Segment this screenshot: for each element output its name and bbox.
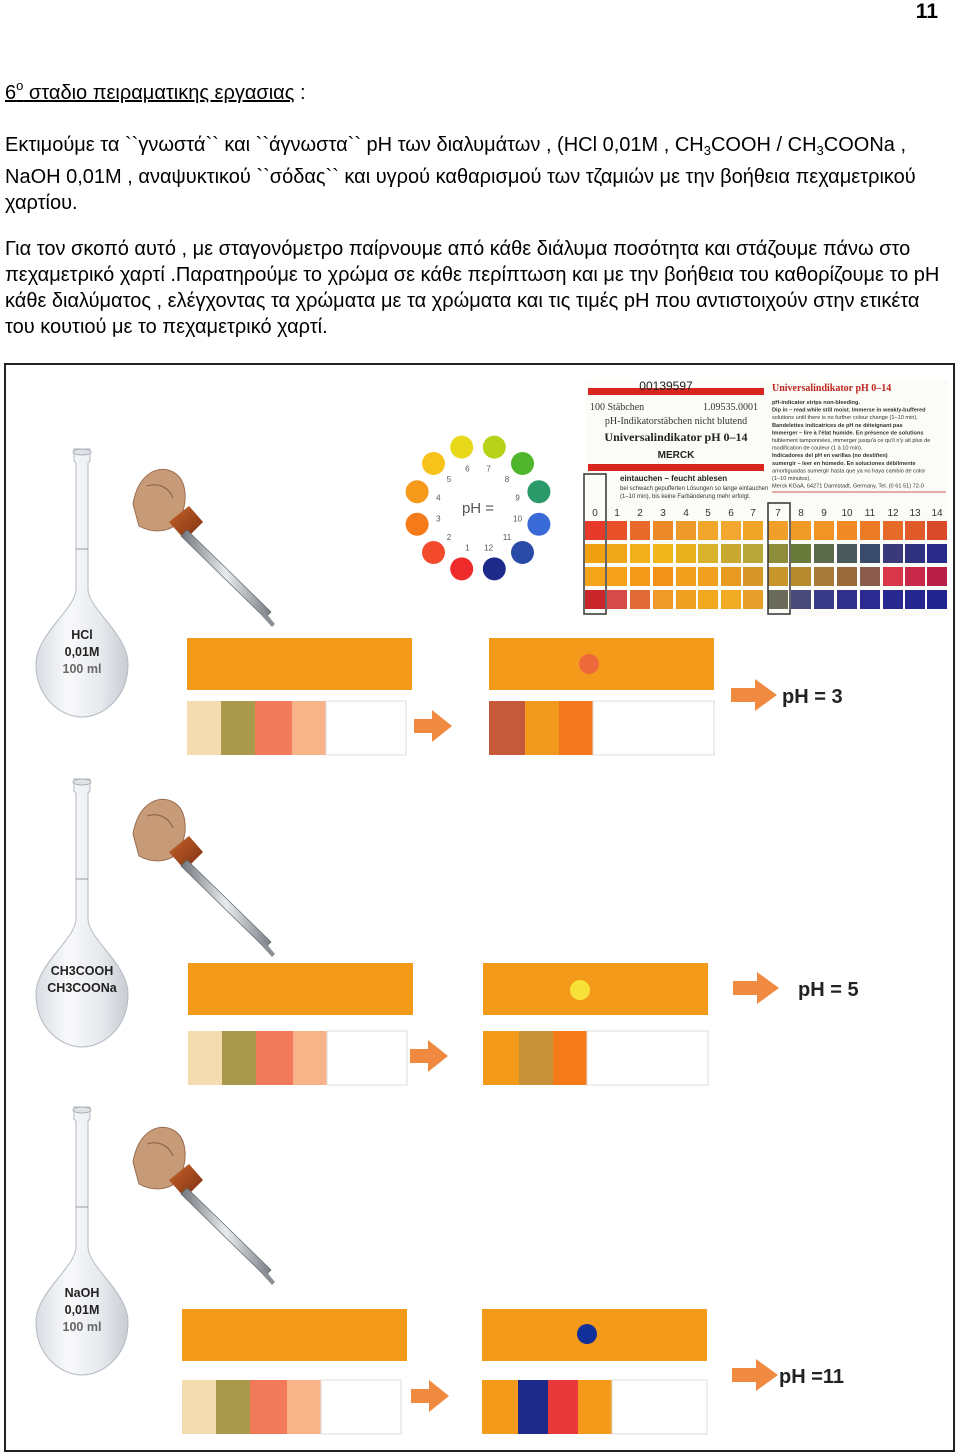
chart-swatch <box>585 590 605 609</box>
wheel-dot <box>511 452 534 475</box>
chart-swatch <box>927 521 947 540</box>
result-pad <box>489 701 525 755</box>
section-heading: $6^o$ σταδιο πειραματικης εργασιας : <box>5 78 306 104</box>
indicator-paper-before <box>188 963 413 1015</box>
experiment-row <box>36 1107 844 1434</box>
wheel-number: 8 <box>504 475 510 484</box>
process-arrow <box>411 1380 449 1412</box>
result-pad <box>525 701 559 755</box>
label-instruction-line1: bei schwach gepufferten Lösungen so lange eintauchen <box>620 486 769 492</box>
wheel-number: 11 <box>502 533 512 542</box>
label-right-line: (1–10 minutos). <box>772 476 811 482</box>
ph-result: pH = 3 <box>782 686 843 708</box>
indicator-pad <box>187 701 221 755</box>
ph-result: pH = 5 <box>798 979 859 1001</box>
wheel-number: 9 <box>515 493 520 503</box>
wheel-dot <box>422 452 445 475</box>
chart-swatch <box>860 521 880 540</box>
wheel-number: 10 <box>513 514 523 524</box>
scale-number: 7 <box>750 508 756 519</box>
chart-swatch <box>905 567 925 586</box>
label-code: 1.09535.0001 <box>703 402 758 413</box>
flask-glass <box>36 779 128 1047</box>
chart-swatch <box>721 521 741 540</box>
chart-swatch <box>743 590 763 609</box>
ph-color-wheel <box>406 436 551 581</box>
scale-number: 1 <box>614 508 620 519</box>
chart-swatch <box>698 590 718 609</box>
chart-swatch <box>814 521 834 540</box>
hand-with-dropper <box>133 799 275 957</box>
chart-swatch <box>768 590 788 609</box>
label-brand: MERCK <box>657 450 695 461</box>
wheel-dot <box>527 480 550 503</box>
chart-swatch <box>585 544 605 563</box>
result-pad <box>612 1380 707 1434</box>
chart-swatch <box>837 544 857 563</box>
chart-swatch <box>860 590 880 609</box>
flask-label: 100 ml <box>62 1320 102 1334</box>
flask-glass <box>36 449 128 717</box>
chart-swatch <box>791 544 811 563</box>
indicator-pad <box>188 1031 222 1085</box>
chart-swatch <box>607 544 627 563</box>
scale-number: 13 <box>909 508 921 519</box>
chart-swatch <box>883 521 903 540</box>
scale-number: 14 <box>931 508 943 519</box>
chart-swatch <box>814 567 834 586</box>
intro-paragraph: Εκτιμούμε τα ``γνωστά`` και ``άγνωστα`` pH των διαλυμάτων , (HCl 0,01M , $CH_3COOH$ / $CH_3COONa$ , NaOH 0,01M , αναψυκτικού ``σόδας`` και υγρού καθαρισμού των τζαμιών με την βοήθεια πεχαμετρικού χαρτίου. <box>5 134 916 214</box>
result-pad <box>553 1031 587 1085</box>
label-right-line: solutions until there is no further colour change (1–10 min). <box>772 415 918 422</box>
indicator-pad <box>293 1031 327 1085</box>
solution-drop <box>570 980 590 1000</box>
chart-swatch <box>607 590 627 609</box>
experiment-row <box>36 779 859 1085</box>
label-title: Universalindikator pH 0–14 <box>604 430 748 444</box>
hand-with-dropper <box>133 1127 275 1285</box>
wheel-number: 7 <box>486 464 491 474</box>
chart-swatch <box>837 521 857 540</box>
chart-swatch <box>883 544 903 563</box>
label-right-line: amortiguadas sumergir hasta que ya no haya cambio de color <box>772 468 926 475</box>
indicator-pad <box>287 1380 321 1434</box>
label-right-line: Indicadores del pH en varillas (no destiñen) <box>772 453 888 460</box>
chart-swatch <box>721 590 741 609</box>
wheel-dot <box>527 513 550 536</box>
chart-swatch <box>837 590 857 609</box>
chart-swatch <box>905 544 925 563</box>
wheel-dot <box>511 541 534 564</box>
indicator-pad <box>182 1380 216 1434</box>
chart-swatch <box>585 521 605 540</box>
label-subtitle: pH-Indikatorstäbchen nicht blutend <box>604 416 748 427</box>
indicator-pad <box>321 1380 401 1434</box>
flask-label: 100 ml <box>62 662 102 676</box>
scale-number: 4 <box>683 508 689 519</box>
dropper-tube <box>181 530 271 618</box>
scale-number: 0 <box>592 508 598 519</box>
flask-stopper <box>73 1107 91 1113</box>
indicator-pad <box>326 701 406 755</box>
flask-label: NaOH <box>64 1286 100 1300</box>
chart-swatch <box>814 544 834 563</box>
chart-swatch <box>743 544 763 563</box>
label-right-line: Bandelettes indicatrices de pH ne déteignant pas <box>772 422 903 429</box>
flask-label: CH3COOH <box>50 964 114 978</box>
chart-swatch <box>698 544 718 563</box>
result-pad <box>483 1031 519 1085</box>
wheel-dot <box>406 480 429 503</box>
chart-swatch <box>743 567 763 586</box>
chart-swatch <box>721 567 741 586</box>
result-arrow <box>731 679 777 711</box>
chart-swatch <box>607 521 627 540</box>
wheel-number: 3 <box>436 514 441 524</box>
chart-swatch <box>814 590 834 609</box>
chart-swatch <box>768 567 788 586</box>
indicator-pad <box>250 1380 287 1434</box>
volumetric-flask <box>36 1107 128 1375</box>
wheel-dot <box>422 541 445 564</box>
label-instruction-line2: (1–10 min), bis keine Farbänderung mehr erfolgt. <box>620 494 751 500</box>
result-pad <box>578 1380 612 1434</box>
indicator-pad <box>221 701 255 755</box>
scale-number: 10 <box>841 508 853 519</box>
wheel-dot <box>450 436 473 459</box>
process-arrow <box>414 710 452 742</box>
solution-drop <box>579 654 599 674</box>
process-arrow <box>410 1040 448 1072</box>
chart-swatch <box>630 567 650 586</box>
chart-swatch <box>768 544 788 563</box>
wheel-number: 1 <box>465 543 470 553</box>
scale-number: 3 <box>660 508 666 519</box>
hand-with-dropper <box>133 469 275 627</box>
scale-number: 2 <box>637 508 643 519</box>
result-pad <box>519 1031 553 1085</box>
chart-swatch <box>791 590 811 609</box>
scale-number: 9 <box>821 508 827 519</box>
indicator-pad <box>327 1031 407 1085</box>
chart-swatch <box>698 521 718 540</box>
solution-drop <box>577 1324 597 1344</box>
label-instruction-title: eintauchen – feucht ablesen <box>620 474 728 483</box>
chart-swatch <box>721 544 741 563</box>
wheel-dot <box>450 557 473 580</box>
chart-swatch <box>927 567 947 586</box>
chart-swatch <box>905 521 925 540</box>
scale-number: 12 <box>887 508 899 519</box>
wheel-ph-label: pH = <box>461 500 495 517</box>
result-pad <box>482 1380 518 1434</box>
chart-swatch <box>607 567 627 586</box>
label-right-line: modification de couleur (1 à 10 min). <box>772 445 863 452</box>
chart-swatch <box>585 567 605 586</box>
result-pad <box>593 701 714 755</box>
flask-stopper <box>73 449 91 455</box>
chart-swatch <box>676 567 696 586</box>
chart-swatch <box>768 521 788 540</box>
label-serial: 00139597 <box>639 379 693 393</box>
indicator-pad <box>292 701 326 755</box>
chart-swatch <box>860 544 880 563</box>
wheel-number: 5 <box>446 475 452 484</box>
chart-swatch <box>676 521 696 540</box>
indicator-pad <box>216 1380 250 1434</box>
result-arrow <box>732 1359 778 1391</box>
chart-swatch <box>743 521 763 540</box>
chart-swatch <box>837 567 857 586</box>
chart-swatch <box>860 567 880 586</box>
chart-swatch <box>791 521 811 540</box>
chart-swatch <box>676 590 696 609</box>
merck-box-label <box>584 379 948 616</box>
wheel-number: 6 <box>465 464 470 474</box>
label-right-line: Merck KGaA, 64271 Darmstadt, Germany, Tel. (0 61 51) 72-0 <box>772 483 924 490</box>
label-right-line: sumergir – leer en húmedo. En soluciones débilmente <box>772 460 916 467</box>
label-right-line: Dip in – read while still moist. Immerse in weakly-buffered <box>772 407 926 414</box>
wheel-number: 4 <box>436 493 441 503</box>
chart-swatch <box>676 544 696 563</box>
result-pad <box>587 1031 708 1085</box>
scale-number: 5 <box>705 508 711 519</box>
chart-swatch <box>883 590 903 609</box>
indicator-pad <box>222 1031 256 1085</box>
chart-swatch <box>653 567 673 586</box>
indicator-pad <box>255 701 292 755</box>
heading-underlined: $6^o$ σταδιο πειραματικης εργασιας <box>5 78 295 104</box>
scale-number: 8 <box>798 508 804 519</box>
method-paragraph: Για τον σκοπό αυτό , με σταγονόμετρο παίρνουμε από κάθε διάλυμα ποσότητα και στάζουμε πάνω στο πεχαμετρικό χαρτί .Παρατηρούμε το χρώμα σε κάθε περίπτωση και με την βοήθεια του καθορίζουμε το pH κάθε διαλύματος , ελέγχοντας τα χρώματα με τα χρώματα και τις τιμές pH που αντιστοιχούν στην ετικέτα του κουτιού με το πεχαμετρικό χαρτί. <box>5 238 940 338</box>
page-number: 11 <box>915 0 938 23</box>
result-pad <box>518 1380 548 1434</box>
flask-label: 0,01M <box>64 1303 100 1317</box>
wheel-dot <box>406 513 429 536</box>
indicator-pad <box>256 1031 293 1085</box>
chart-swatch <box>927 590 947 609</box>
ph-result: pH =11 <box>779 1366 845 1388</box>
chart-swatch <box>653 544 673 563</box>
wheel-number: 2 <box>446 533 452 542</box>
chart-swatch <box>653 521 673 540</box>
volumetric-flask <box>36 779 128 1047</box>
indicator-paper-before <box>182 1309 407 1361</box>
label-red-band-lower <box>588 464 764 471</box>
flask-label: HCl <box>71 628 93 642</box>
chart-swatch <box>630 590 650 609</box>
scale-number: 6 <box>728 508 734 519</box>
chart-swatch <box>698 567 718 586</box>
flask-glass <box>36 1107 128 1375</box>
result-pad <box>559 701 593 755</box>
chart-swatch <box>630 521 650 540</box>
label-right-line: Immerger – lire à l'état humide. En présence de solutions <box>772 430 924 437</box>
wheel-dot <box>483 436 506 459</box>
result-pad <box>548 1380 578 1434</box>
label-right-line: faiblement tamponnées, immerger jusqu'à ce qu'il n'y ait plus de <box>772 438 931 444</box>
indicator-paper-before <box>187 638 412 690</box>
label-right-title: Universalindikator pH 0–14 <box>772 383 892 394</box>
label-right-line: pH-indicator strips non-bleeding. <box>772 400 860 406</box>
chart-swatch <box>791 567 811 586</box>
indicator-paper-after <box>483 963 708 1015</box>
chart-swatch <box>653 590 673 609</box>
scale-number: 11 <box>864 508 876 519</box>
dropper-tube <box>181 860 271 948</box>
dropper-tube <box>181 1188 271 1276</box>
chart-swatch <box>927 544 947 563</box>
chart-swatch <box>883 567 903 586</box>
wheel-dot <box>483 557 506 580</box>
volumetric-flask <box>36 449 128 717</box>
result-arrow <box>733 972 779 1004</box>
chart-swatch <box>905 590 925 609</box>
wheel-number: 12 <box>484 543 494 553</box>
flask-label: 0,01M <box>64 645 100 659</box>
chart-swatch <box>630 544 650 563</box>
scale-number: 7 <box>775 508 781 519</box>
label-count: 100 Stäbchen <box>590 402 645 413</box>
indicator-paper-after <box>489 638 714 690</box>
flask-stopper <box>73 779 91 785</box>
flask-label: CH3COONa <box>47 981 117 995</box>
